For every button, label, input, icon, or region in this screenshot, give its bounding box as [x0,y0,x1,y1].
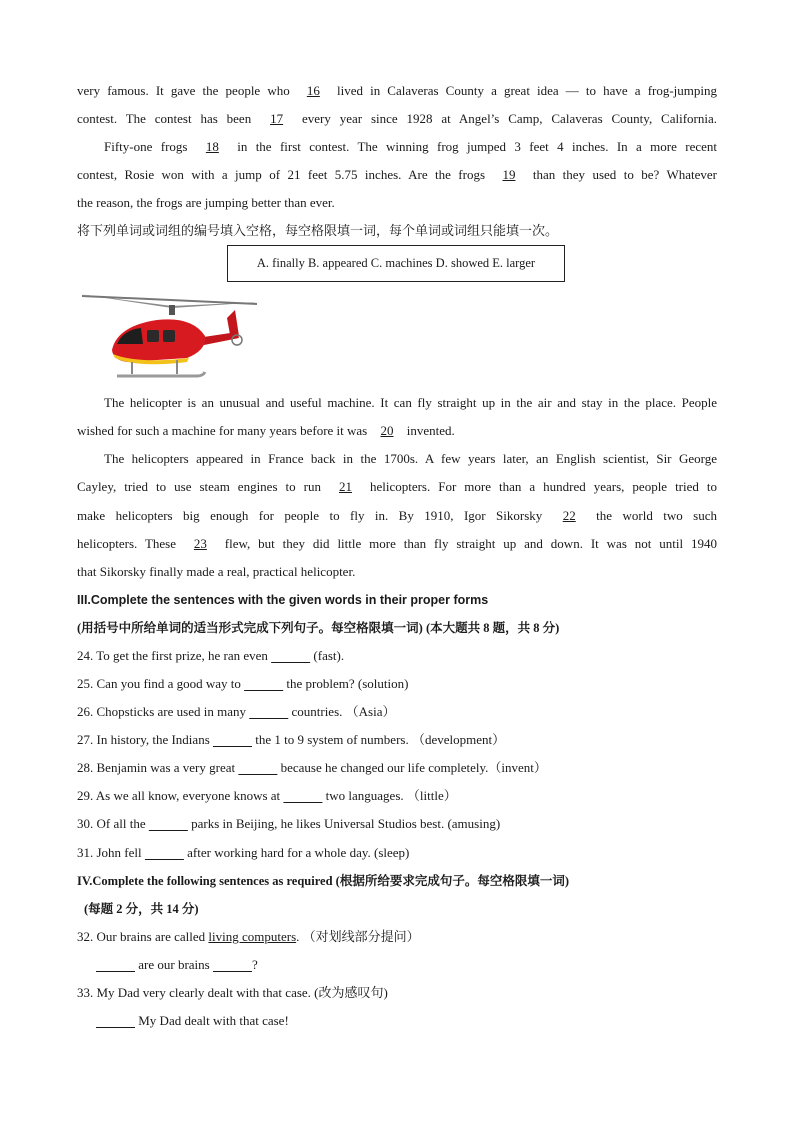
blank-18[interactable]: 18 [205,139,219,154]
passage1-line3: Fifty-one frogs 18 in the first contest. The winning frog jumped 3 feet 4 inches. In a more recent [104,139,718,154]
passage2-line3: The helicopters appeared in France back in the 1700s. A few years later, an English scientist, Sir George [104,451,717,466]
underlined-phrase: living computers [208,929,297,944]
blank-20[interactable]: 20 [380,423,394,438]
landing-skid [117,372,205,376]
passage2-line2: wished for such a machine for many years before it was 20 invented. [77,423,455,438]
passage1-line4: contest, Rosie won with a jump of 21 feet 5.75 inches. Are the frogs 19 than they used to be? Whatever [77,167,718,182]
question-28: 28. Benjamin was a very great because he changed our life completely.（invent） [77,760,547,775]
passage1-line5: the reason, the frogs are jumping better than ever. [77,195,335,210]
instruction: 将下列单词或词组的编号填入空格，每空格限填一词，每个单词或词组只能填一次。 [77,223,559,238]
section3-title: III.Complete the sentences with the given words in their proper forms [77,593,489,607]
passage2-line7: that Sikorsky finally made a real, practical helicopter. [77,564,356,579]
blank-19[interactable]: 19 [502,167,516,182]
question-31: 31. John fell after working hard for a whole day. (sleep) [77,845,410,860]
question-27: 27. In history, the Indians the 1 to 9 system of numbers. （development） [77,732,506,747]
answer-blank-32a[interactable] [96,957,135,973]
answer-blank-32b[interactable] [213,957,252,973]
blank-22[interactable]: 22 [562,508,576,523]
section4-title: IV.Complete the following sentences as required (根据所给要求完成句子。每空格限填一词) [77,874,569,888]
blank-23[interactable]: 23 [193,536,207,551]
answer-blank-27[interactable] [213,732,252,748]
answer-33: My Dad dealt with that case! [96,1013,289,1029]
passage2-line5: make helicopters big enough for people to fly in. By 1910, Igor Sikorsky 22 the world two such [77,508,718,523]
helicopter-icon [77,288,267,388]
blank-21[interactable]: 21 [338,479,352,494]
answer-blank-24[interactable] [271,648,310,664]
blank-16[interactable]: 16 [306,83,320,98]
word-bank-box [227,245,565,282]
answer-32: are our brains ? [96,957,258,973]
side-window-2 [163,330,175,342]
answer-blank-30[interactable] [149,816,188,832]
question-29: 29. As we all know, everyone knows at two languages. （little） [77,788,457,803]
passage2-line4: Cayley, tried to use steam engines to run 21 helicopters. For more than a hundred years, people tried to [77,479,717,494]
question-32: 32. Our brains are called living computers. （对划线部分提问） [77,929,420,944]
passage1-line1: very famous. It gave the people who 16 lived in Calaveras County a great idea — to have a frog-jumping [77,83,718,98]
question-26: 26. Chopsticks are used in many countries. （Asia） [77,704,396,719]
passage2-line1: The helicopter is an unusual and useful machine. It can fly straight up in the air and stay in the place. People [104,395,717,410]
rotor-line [82,296,257,304]
question-33: 33. My Dad very clearly dealt with that case. (改为感叹句) [77,985,388,1000]
side-window-1 [147,330,159,342]
answer-blank-29[interactable] [283,788,322,804]
answer-blank-33[interactable] [96,1013,135,1029]
passage2-line6: helicopters. These 23 flew, but they did little more than fly straight up and down. It was not until 1940 [77,536,717,551]
question-24: 24. To get the first prize, he ran even (fast). [77,648,345,663]
section3-subtitle: (用括号中所给单词的适当形式完成下列句子。每空格限填一词) (本大题共 8 题，共 8 分) [77,621,560,635]
rotor-mast [169,305,175,315]
blank-17[interactable]: 17 [270,111,284,126]
word-bank-text: A. finally B. appeared C. machines D. showed E. larger [256,256,536,270]
answer-blank-31[interactable] [145,845,184,861]
passage1-line2: contest. The contest has been 17 every year since 1928 at Angel’s Camp, Calaveras County, California. [77,111,718,126]
answer-blank-25[interactable] [244,676,283,692]
answer-blank-28[interactable] [238,760,277,776]
answer-blank-26[interactable] [249,704,288,720]
section4-score: (每题 2 分，共 14 分) [84,902,199,916]
question-25: 25. Can you find a good way to the problem? (solution) [77,676,409,691]
question-30: 30. Of all the parks in Beijing, he likes Universal Studios best. (amusing) [77,816,501,831]
